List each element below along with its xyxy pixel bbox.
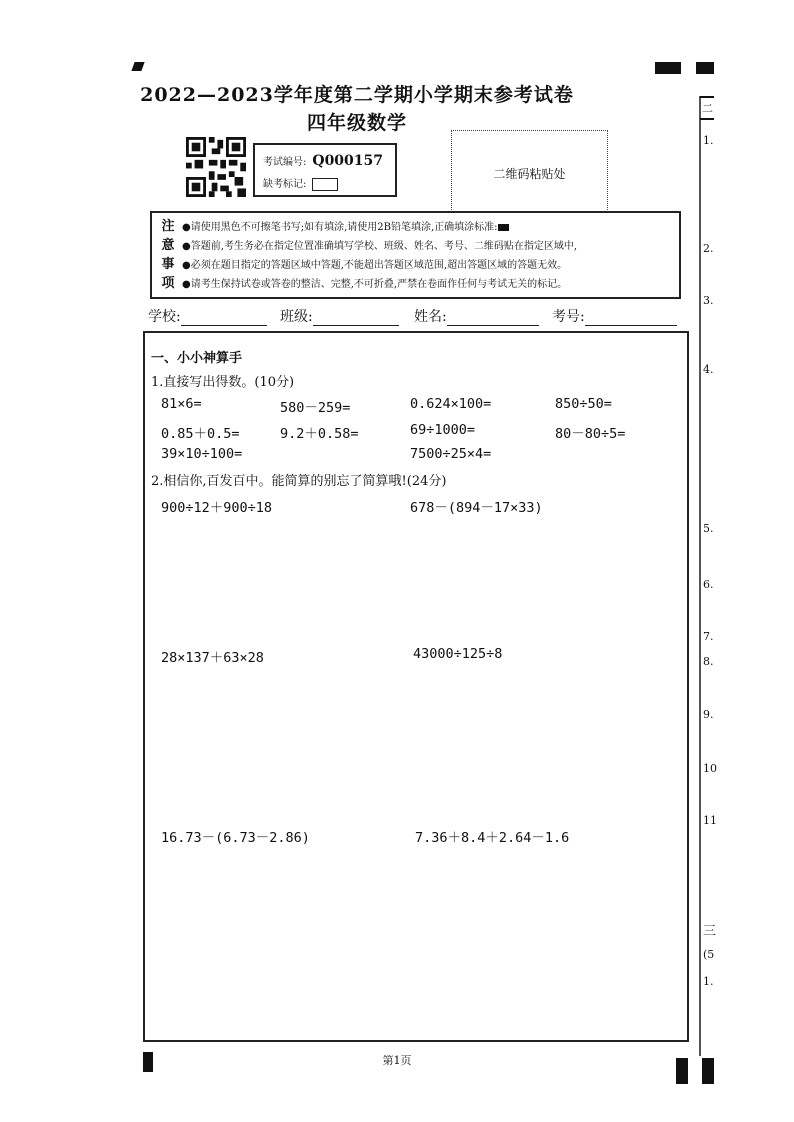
question-2-prompt: 2.相信你,百发百中。能简算的别忘了简算哦!(24分) [151,474,447,489]
calc-problem: 43000÷125÷8 [413,646,503,662]
note-item: ●必须在题目指定的答题区域中答题,不能超出答题区域范围,超出答题区域的答题无效。 [182,260,568,271]
calc-item: 0.624×100= [410,396,492,412]
absent-mark-label: 缺考标记: [263,179,307,190]
page-number: 第1页 [382,1054,412,1067]
exam-code-label: 考试编号: [263,157,307,168]
next-page-fragment: 9. [703,708,714,721]
school-field [148,306,267,326]
calc-problem: 28×137＋63×28 [161,650,264,666]
calc-item: 9.2＋0.58= [280,426,359,442]
notes-heading-char: 项 [161,276,175,291]
next-page-fragment: 10 [703,762,717,775]
notes-list [182,218,577,294]
notes-heading-char: 意 [161,238,175,253]
exam-code-value: Q000157 [312,153,384,169]
next-page-fragment: 7. [703,630,714,643]
right-top-rule-2 [700,118,714,120]
next-page-fragment: 1. [703,134,714,147]
next-page-fragment: 三 [703,924,717,939]
answer-area[interactable] [143,331,689,1042]
calc-item: 69÷1000= [410,422,476,438]
calc-problem: 16.73－(6.73－2.86) [161,830,310,846]
class-field [280,306,399,326]
page-subtitle: 四年级数学 [306,112,407,134]
name-field [414,306,539,326]
next-page-fragment: 二 [702,102,713,115]
calc-item: 0.85＋0.5= [161,426,240,442]
class-label: 班级: [280,309,313,325]
next-page-fragment: 4. [703,363,714,376]
note-item: ●答题前,考生务必在指定位置准确填写学校、班级、姓名、考号、二维码贴在指定区域中, [182,241,578,252]
corner-mark-top-left [131,62,144,71]
absent-mark-box[interactable] [312,178,338,191]
registration-mark-top-1 [655,62,681,74]
registration-mark-top-2 [696,62,714,74]
exam-code-row [263,153,383,169]
note-item [182,218,577,237]
section-title: 一、小小神算手 [151,351,243,366]
school-input[interactable] [181,311,267,326]
page-divider [699,96,701,1056]
next-page-fragment: 8. [703,655,714,668]
exam-number-field [552,306,677,326]
notes-heading-char: 注 [161,219,175,234]
notes-heading-char: 事 [161,257,175,272]
next-page-fragment: 6. [703,578,714,591]
absent-mark-row [263,175,338,191]
next-page-fragment: (5 [703,948,715,961]
calc-problem: 678－(894－17×33) [410,500,543,516]
next-page-fragment: 1. [703,975,714,988]
name-input[interactable] [447,311,539,326]
exam-number-input[interactable] [585,311,677,326]
exam-info-box [253,143,397,197]
calc-problem: 900÷12＋900÷18 [161,500,273,516]
exam-number-label: 考号: [552,309,585,325]
notes-box [150,211,681,299]
note-item: ●请考生保持试卷或答卷的整洁、完整,不可折叠,严禁在卷面作任何与考试无关的标记。 [182,279,568,290]
notes-heading [158,217,178,293]
page-title: 2022—2023学年度第二学期小学期末参考试卷 [140,84,574,106]
calc-item: 7500÷25×4= [410,446,492,462]
qr-sticker-label: 二维码粘贴处 [493,167,566,181]
note-text: ●请使用黑色不可擦笔书写;如有填涂,请使用2B铅笔填涂,正确填涂标准: [182,222,498,233]
calc-item: 580－259= [280,400,351,416]
right-top-rule [700,96,714,98]
calc-item: 81×6= [161,396,202,412]
class-input[interactable] [313,311,399,326]
calc-item: 39×10÷100= [161,446,243,462]
calc-item: 80－80÷5= [555,426,626,442]
next-page-fragment: 3. [703,294,714,307]
calc-item: 850÷50= [555,396,612,412]
question-1-prompt: 1.直接写出得数。(10分) [151,375,295,390]
fill-sample-icon [498,224,509,231]
qr-sticker-area [451,130,608,212]
qr-code-icon [186,137,246,197]
next-page-fragment: 5. [703,522,714,535]
school-label: 学校: [148,309,181,325]
calc-problem: 7.36＋8.4＋2.64－1.6 [415,830,570,846]
next-page-fragment: 11 [703,814,717,827]
next-page-fragment: 2. [703,242,714,255]
name-label: 姓名: [414,309,447,325]
